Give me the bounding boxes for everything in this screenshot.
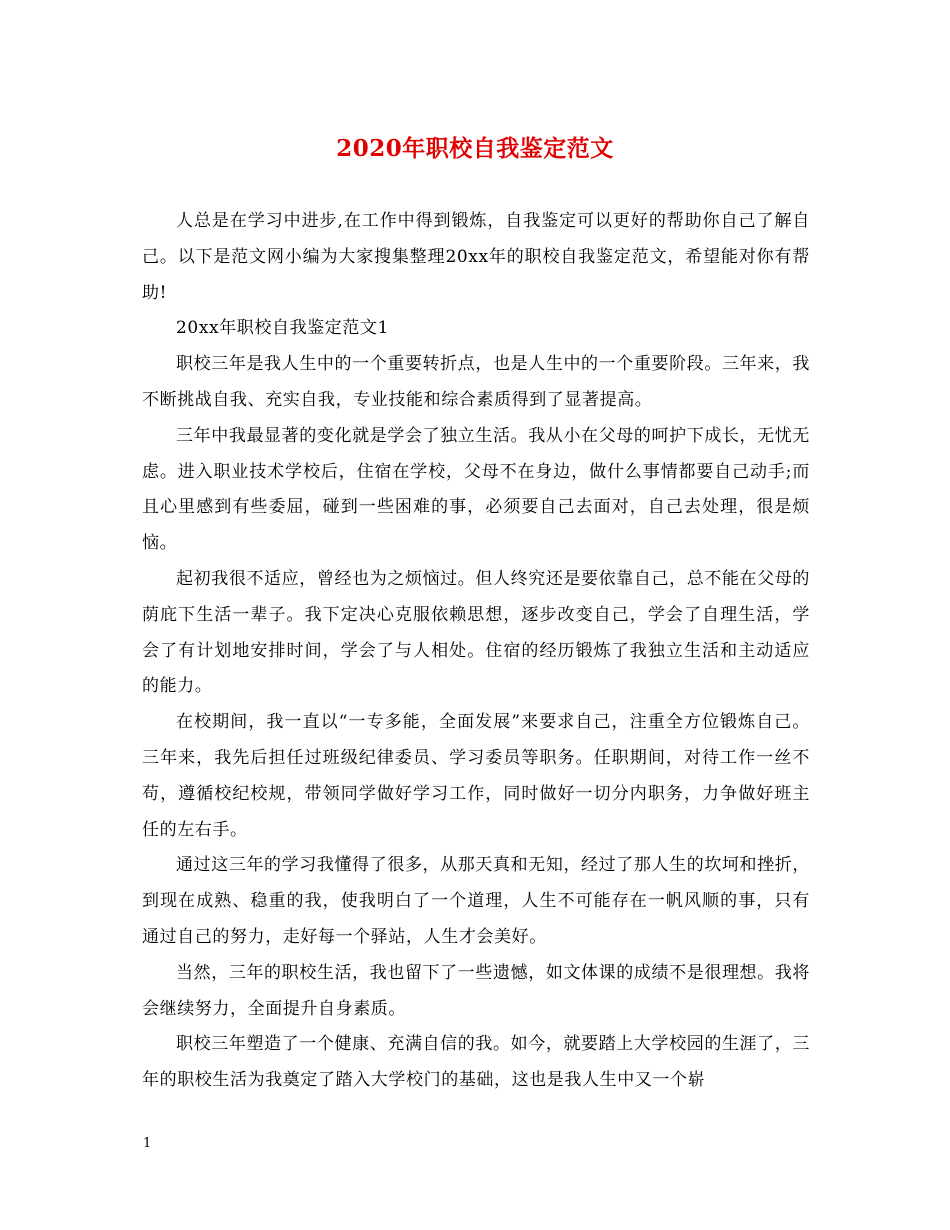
paragraph: 当然，三年的职校生活，我也留下了一些遗憾，如文体课的成绩不是很理想。我将会继续努力，全面提升自身素质。 [142, 962, 810, 1019]
paragraph: 起初我很不适应，曾经也为之烦恼过。但人终究还是要依靠自己，总不能在父母的荫庇下生活一辈子。我下定决心克服依赖思想，逐步改变自己，学会了自理生活，学会了有计划地安排时间，学会了与人相处。住宿的经历锻炼了我独立生活和主动适应的能力。 [142, 568, 810, 697]
paragraph: 通过这三年的学习我懂得了很多，从那天真和无知，经过了那人生的坎坷和挫折，到现在成熟、稳重的我，使我明白了一个道理，人生不可能存在一帆风顺的事，只有通过自己的努力，走好每一个驿站，人生才会美好。 [142, 855, 810, 947]
paragraph: 职校三年是我人生中的一个重要转折点，也是人生中的一个重要阶段。三年来，我不断挑战自我、充实自我，专业技能和综合素质得到了显著提高。 [142, 354, 810, 410]
paragraph: 三年中我最显著的变化就是学会了独立生活。我从小在父母的呵护下成长，无忧无虑。进入职业技术学校后，住宿在学校，父母不在身边，做什么事情都要自己动手;而且心里感到有些委屈，碰到一些困难的事，必须要自己去面对，自己去处理，很是烦恼。 [142, 425, 810, 554]
paragraph: 职校三年塑造了一个健康、充满自信的我。如今，就要踏上大学校园的生涯了，三年的职校生活为我奠定了踏入大学校门的基础，这也是我人生中又一个崭 [142, 1034, 810, 1091]
section-heading: 20xx年职校自我鉴定范文1 [176, 318, 390, 339]
document-title: 2020年职校自我鉴定范文 [336, 135, 614, 162]
document-body [142, 204, 810, 1099]
page-number: 1 [143, 1136, 152, 1151]
paragraph-intro: 人总是在学习中进步,在工作中得到锻炼，自我鉴定可以更好的帮助你自己了解自己。以下是范文网小编为大家搜集整理20xx年的职校自我鉴定范文，希望能对你有帮助! [142, 211, 810, 303]
paragraph: 在校期间，我一直以“一专多能，全面发展”来要求自己，注重全方位锻炼自己。三年来，我先后担任过班级纪律委员、学习委员等职务。任职期间，对待工作一丝不苟，遵循校纪校规，带领同学做好学习工作，同时做好一切分内职务，力争做好班主任的左右手。 [142, 712, 810, 840]
